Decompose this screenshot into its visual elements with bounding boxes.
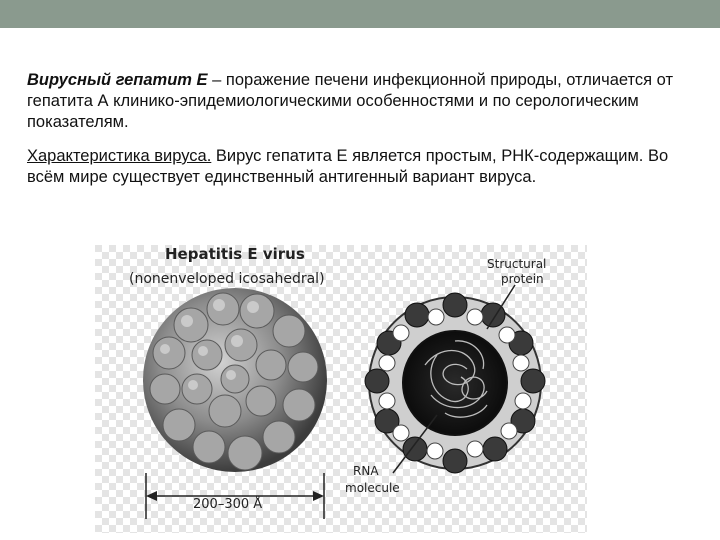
structural-protein-label-line2: protein — [501, 272, 544, 286]
top-band — [0, 0, 720, 28]
rna-molecule-label: RNA — [353, 464, 379, 478]
paragraph-characteristics — [27, 146, 695, 188]
slide-text — [27, 70, 695, 201]
characteristics-text: Вирус гепатита Е является простым, РНК-содержащим. Во всём мире существует единственный антигенный вариант вируса. — [27, 147, 669, 186]
characteristics-heading: Характеристика вируса. — [27, 147, 212, 165]
virion-surface-icon — [143, 288, 327, 472]
structural-protein-label: Structural — [487, 257, 547, 271]
rna-molecule-label-line2: molecule — [345, 481, 400, 495]
figure-subtitle: (nonenveloped icosahedral) — [129, 271, 325, 287]
definition-term: Вирусный гепатит Е — [27, 71, 208, 89]
definition-text: – поражение печени инфекционной природы, отличается от гепатита А клинико-эпидемиологическими особенностями и по серологическим показателям. — [27, 71, 674, 131]
hepatitis-e-virus-figure — [95, 245, 587, 533]
size-label: 200–300 Å — [193, 497, 263, 512]
figure-title: Hepatitis E virus — [165, 245, 305, 263]
paragraph-definition — [27, 70, 695, 133]
